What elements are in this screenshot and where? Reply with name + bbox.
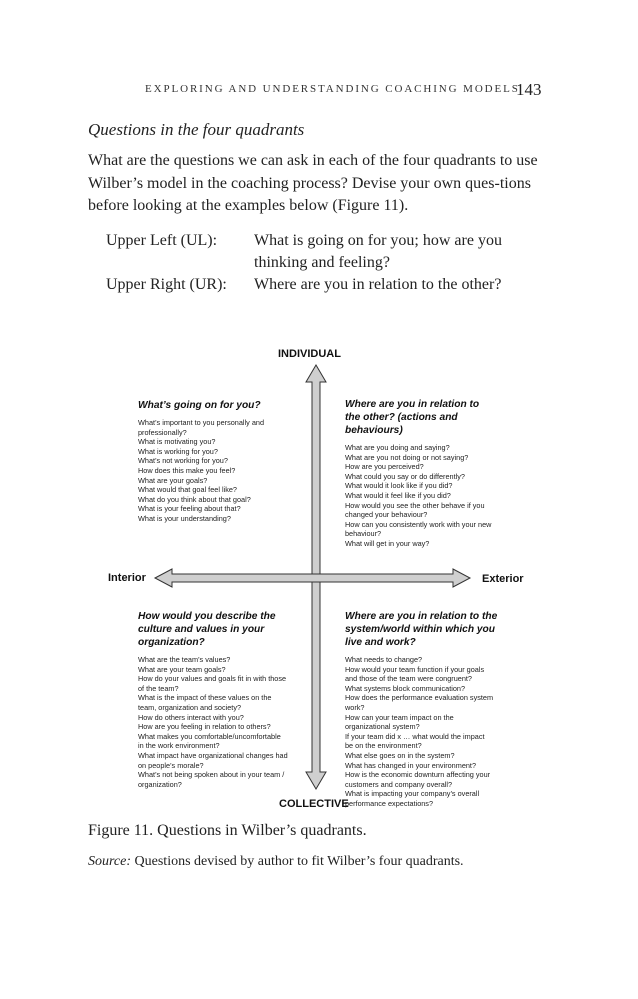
question-item: work?: [345, 702, 365, 712]
question-item: How does this make you feel?: [138, 465, 236, 475]
question-item: be on the environment?: [345, 741, 422, 751]
page-number: 143: [516, 80, 542, 99]
quadrant-title: Where are you in relation to the other? (actions and behaviours): [345, 399, 480, 436]
question-item: How does the performance evaluation system: [345, 693, 494, 703]
question-item: team, organization and society?: [138, 702, 242, 712]
question-item: How are you feeling in relation to others?: [138, 722, 271, 732]
question-item: What would it feel like if you did?: [345, 490, 451, 500]
source-label: Source:: [88, 854, 132, 869]
question-item: What impact have organizational changes had: [138, 750, 288, 760]
question-item: What needs to change?: [345, 655, 423, 664]
question-item: How is the economic downturn affecting your: [345, 770, 491, 780]
question-item: What is the impact of these values on the: [138, 693, 272, 703]
question-item: What is your understanding?: [138, 513, 231, 523]
quadrant-lower-left: [138, 610, 293, 789]
question-item: professionally?: [138, 427, 187, 437]
question-item: What is working for you?: [138, 446, 218, 456]
running-head: EXPLORING AND UNDERSTANDING COACHING MODELS: [145, 83, 520, 95]
quadrant-title: How would you describe the culture and values in your organization?: [138, 611, 276, 648]
figure-source: [88, 854, 464, 870]
question-item: on people’s morale?: [138, 760, 204, 770]
question-item: What has changed in your environment?: [345, 760, 477, 770]
question-item: What else goes on in the system?: [345, 750, 455, 760]
ul-definition-text: What is going on for you; how are you thinking and feeling?: [254, 232, 502, 271]
axis-label-collective: COLLECTIVE: [279, 798, 349, 810]
quadrant-title: What’s going on for you?: [138, 400, 261, 411]
axis-label-individual: INDIVIDUAL: [278, 348, 341, 360]
question-item: in the work environment?: [138, 741, 220, 751]
question-item: What would it look like if you did?: [345, 481, 453, 491]
question-item: How can you consistently work with your new: [345, 519, 492, 529]
axis-label-interior: Interior: [108, 572, 146, 584]
question-item: What are the team’s values?: [138, 655, 231, 664]
quadrant-upper-right: [345, 398, 495, 549]
question-item: What would that goal feel like?: [138, 485, 237, 495]
question-item: and those of the team were congruent?: [345, 674, 472, 684]
question-item: What’s not working for you?: [138, 456, 228, 466]
question-item: What is motivating you?: [138, 437, 216, 447]
question-list: [345, 443, 495, 549]
question-item: What could you say or do differently?: [345, 471, 465, 481]
question-item: How are you perceived?: [345, 462, 424, 472]
quadrant-upper-left: [138, 399, 298, 524]
question-item: What systems block communication?: [345, 683, 466, 693]
ul-definition-label: Upper Left (UL):: [106, 232, 218, 249]
figure-caption: Figure 11. Questions in Wilber’s quadrants.: [88, 822, 367, 839]
question-list: [138, 655, 293, 789]
question-item: What are you not doing or not saying?: [345, 452, 469, 462]
question-item: If your team did x … what would the impact: [345, 731, 485, 741]
question-item: What is your feeling about that?: [138, 504, 241, 514]
question-item: customers and company overall?: [345, 779, 453, 789]
question-item: of the team?: [138, 683, 179, 693]
ur-definition-text: Where are you in relation to the other?: [254, 276, 502, 293]
question-item: organizational system?: [345, 722, 420, 732]
source-text: Questions devised by author to fit Wilber’s four quadrants.: [134, 854, 464, 869]
question-item: What are your goals?: [138, 475, 208, 485]
question-item: What will get in your way?: [345, 538, 430, 548]
ur-definition-label: Upper Right (UR):: [106, 276, 227, 293]
question-item: What’s not being spoken about in your team /: [138, 770, 285, 780]
question-item: How can your team impact on the: [345, 712, 454, 722]
axis-label-exterior: Exterior: [482, 573, 524, 585]
question-item: How would you see the other behave if you: [345, 500, 485, 510]
question-item: What’s important to you personally and: [138, 418, 265, 427]
question-item: What makes you comfortable/uncomfortable: [138, 731, 281, 741]
quadrant-lower-right: [345, 610, 505, 809]
question-item: How do your values and goals fit in with those: [138, 674, 287, 684]
question-list: [138, 418, 298, 524]
question-item: What do you think about that goal?: [138, 494, 251, 504]
question-item: How would your team function if your goals: [345, 664, 485, 674]
question-item: performance expectations?: [345, 798, 434, 808]
question-item: How do others interact with you?: [138, 712, 244, 722]
question-item: behaviour?: [345, 529, 382, 539]
question-item: What is impacting your company’s overall: [345, 789, 480, 799]
question-item: What are your team goals?: [138, 664, 226, 674]
question-item: changed your behaviour?: [345, 510, 428, 520]
section-heading: Questions in the four quadrants: [88, 120, 305, 139]
question-item: What are you doing and saying?: [345, 443, 450, 452]
body-paragraph: What are the questions we can ask in each of the four quadrants to use Wilber’s model in the coaching process? Devise your own ques-tions before looking at the examples below (Figure 11).: [88, 152, 538, 214]
quadrant-title: Where are you in relation to the system/world within which you live and work?: [345, 611, 498, 648]
question-item: organization?: [138, 779, 182, 789]
question-list: [345, 655, 505, 809]
